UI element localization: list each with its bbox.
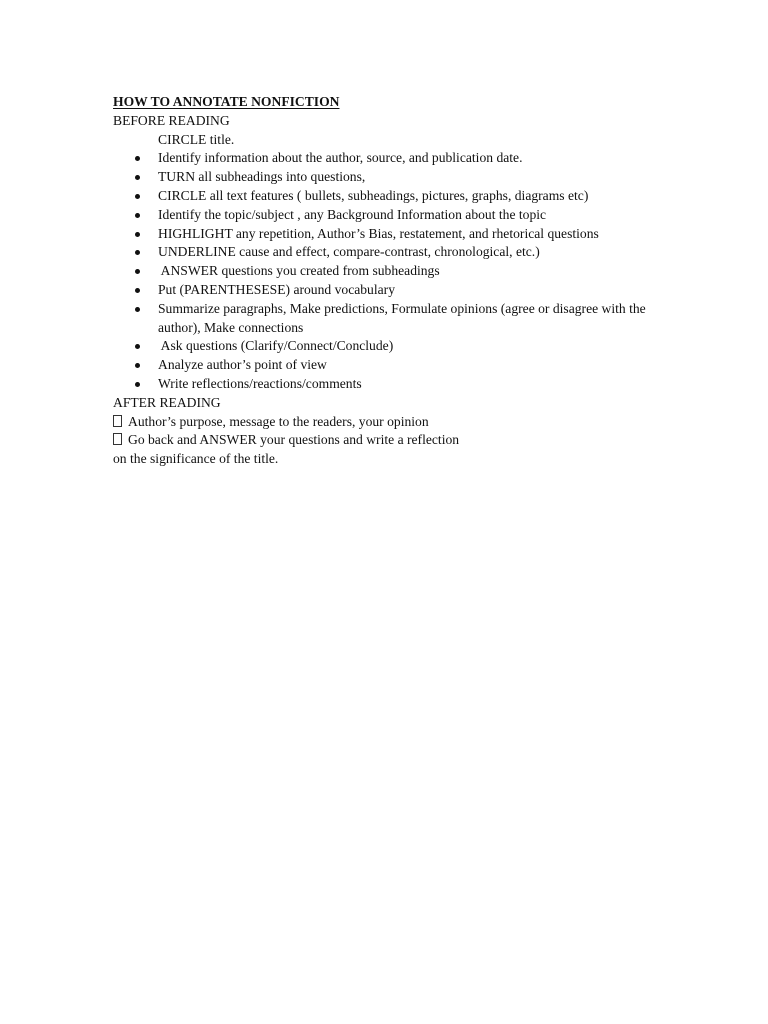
list-item: ANSWER questions you created from subheadings: [113, 262, 673, 281]
checkbox-glyph-icon: [113, 415, 122, 427]
bullet-icon: [135, 156, 140, 161]
list-item: Put (PARENTHESESE) around vocabulary: [113, 281, 673, 300]
after-reading-item: Go back and ANSWER your questions and write a reflection: [113, 431, 673, 450]
list-item: CIRCLE all text features ( bullets, subheadings, pictures, graphs, diagrams etc): [113, 187, 673, 206]
list-item: Write reflections/reactions/comments: [113, 375, 673, 394]
bullet-icon: [135, 175, 140, 180]
checkbox-glyph-icon: [113, 433, 122, 445]
list-item: Summarize paragraphs, Make predictions, Formulate opinions (agree or disagree with the author), Make connections: [113, 300, 673, 338]
list-item: UNDERLINE cause and effect, compare-contrast, chronological, etc.): [113, 243, 673, 262]
list-item: Analyze author’s point of view: [113, 356, 673, 375]
closing-line: on the significance of the title.: [113, 451, 279, 467]
document-title: HOW TO ANNOTATE NONFICTION: [113, 94, 340, 109]
bullet-icon: [135, 232, 140, 237]
bullet-icon: [135, 307, 140, 312]
list-item: HIGHLIGHT any repetition, Author’s Bias, restatement, and rhetorical questions: [113, 225, 673, 244]
bullet-icon: [135, 269, 140, 274]
bullet-icon: [135, 213, 140, 218]
bullet-icon: [135, 382, 140, 387]
bullet-icon: [135, 250, 140, 255]
before-reading-list: [113, 149, 673, 393]
bullet-icon: [135, 344, 140, 349]
list-item: TURN all subheadings into questions,: [113, 168, 673, 187]
list-item: Identify information about the author, source, and publication date.: [113, 149, 673, 168]
list-item: Ask questions (Clarify/Connect/Conclude): [113, 337, 673, 356]
list-item: Identify the topic/subject , any Background Information about the topic: [113, 206, 673, 225]
bullet-icon: [135, 194, 140, 199]
after-reading-item: Author’s purpose, message to the readers, your opinion: [113, 413, 673, 432]
bullet-icon: [135, 363, 140, 368]
before-reading-heading: BEFORE READING: [113, 112, 230, 128]
bullet-icon: [135, 288, 140, 293]
circle-title-instruction: CIRCLE title.: [158, 131, 235, 147]
after-reading-heading: AFTER READING: [113, 394, 221, 410]
document-body: [113, 93, 673, 469]
